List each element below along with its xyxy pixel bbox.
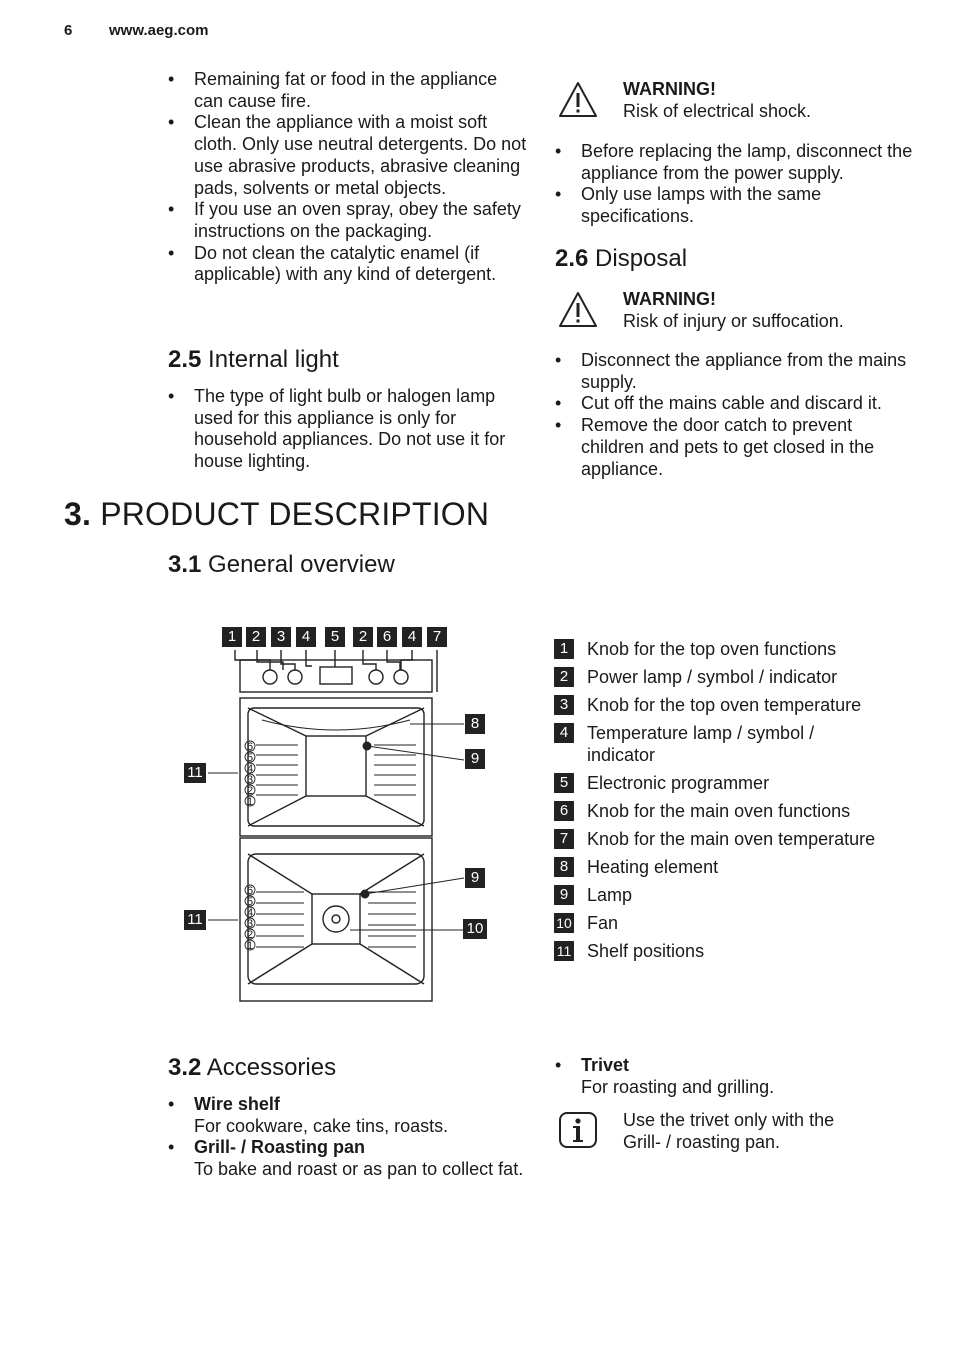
shelf-number: 4: [246, 763, 254, 775]
section-2-5-list: [168, 386, 524, 473]
section-3-1-heading: 3.1 General overview: [168, 551, 395, 578]
shelf-number: 1: [246, 796, 254, 808]
legend-text: Temperature lamp / symbol / indicator: [587, 723, 815, 765]
shelf-number: 3: [246, 774, 254, 786]
legend-text: Power lamp / symbol / indicator: [587, 667, 838, 687]
oven-diagram: [180, 620, 500, 1010]
chapter-heading: 3. PRODUCT DESCRIPTION: [64, 496, 490, 532]
legend-text: Electronic programmer: [587, 773, 770, 793]
legend-text: Knob for the top oven functions: [587, 639, 837, 659]
warning-text: Risk of electrical shock.: [623, 101, 812, 121]
list-item: • Do not clean the catalytic enamel (if applicable) with any kind of detergent.: [168, 243, 528, 286]
right-bullet-list: [555, 141, 917, 228]
shelf-number: 2: [246, 785, 254, 797]
list-item: • Before replacing the lamp, disconnect the appliance from the power supply.: [555, 141, 917, 184]
legend-text: Knob for the top oven temperature: [587, 695, 862, 715]
list-item: • Remaining fat or food in the appliance can cause fire.: [168, 69, 528, 112]
accessory-name: Wire shelf: [194, 1094, 280, 1114]
legend-number: 1: [554, 639, 574, 659]
shelf-number: 2: [246, 929, 254, 941]
list-item: • Cut off the mains cable and discard it.: [555, 393, 917, 415]
site-url: www.aeg.com: [109, 22, 209, 39]
warning-triangle-icon: [557, 290, 599, 330]
list-item: • Only use lamps with the same specifications.: [555, 184, 917, 227]
list-item: • The type of light bulb or halogen lamp used for this appliance is only for household appliances. Do not use it for house lighting.: [168, 386, 524, 473]
list-item: [555, 1055, 917, 1098]
shelf-number: 1: [246, 940, 254, 952]
diagram-label: 2: [353, 627, 373, 647]
list-item: • Remove the door catch to prevent children and pets to get closed in the appliance.: [555, 415, 917, 480]
diagram-label: 2: [246, 627, 266, 647]
list-item: [168, 1094, 524, 1137]
legend-text: Fan: [587, 913, 619, 933]
accessories-list: [168, 1094, 524, 1181]
warning-text: Risk of injury or suffocation.: [623, 311, 844, 331]
diagram-label: 7: [427, 627, 447, 647]
legend-number: 4: [554, 723, 574, 743]
trivet-list: [555, 1055, 917, 1098]
legend-number: 8: [554, 857, 574, 877]
diagram-label: 5: [325, 627, 345, 647]
legend-text: Lamp: [587, 885, 633, 905]
diagram-label: 3: [271, 627, 291, 647]
list-item: • Disconnect the appliance from the mains supply.: [555, 350, 917, 393]
diagram-label: 9: [465, 749, 485, 769]
legend-text: Knob for the main oven temperature: [587, 829, 876, 849]
section-2-5-heading: 2.5 Internal light: [168, 346, 339, 373]
shelf-number: 3: [246, 918, 254, 930]
diagram-label: 8: [465, 714, 485, 734]
accessory-name: Trivet: [581, 1055, 630, 1075]
shelf-number: 5: [246, 896, 254, 908]
left-bullet-list: [168, 69, 528, 286]
legend-number: 11: [554, 941, 574, 961]
warning-title: WARNING!: [623, 289, 716, 309]
legend-number: 6: [554, 801, 574, 821]
accessory-desc: For roasting and grilling.: [581, 1076, 775, 1097]
legend-number: 10: [554, 913, 574, 933]
list-item: • Clean the appliance with a moist soft cloth. Only use neutral detergents. Do not use abrasive products, abrasive cleaning pads, solvents or metal objects.: [168, 112, 528, 199]
info-icon: [558, 1111, 598, 1149]
control-panel: [240, 660, 432, 692]
page-number: 6: [64, 22, 73, 39]
info-note: Use the trivet only with the Grill- / roasting pan.: [623, 1110, 835, 1152]
legend-text: Heating element: [587, 857, 719, 877]
legend-number: 2: [554, 667, 574, 687]
accessory-desc: To bake and roast or as pan to collect fat.: [194, 1159, 524, 1180]
legend-number: 5: [554, 773, 574, 793]
warning-title: WARNING!: [623, 79, 716, 99]
section-2-6-list: [555, 350, 917, 480]
warning-triangle-icon: [557, 80, 599, 120]
diagram-label: 11: [184, 910, 206, 930]
diagram-label: 10: [463, 919, 487, 939]
list-item: [168, 1137, 524, 1180]
lower-oven: [240, 838, 432, 1001]
shelf-number: 4: [246, 907, 254, 919]
diagram-label: 11: [184, 763, 206, 783]
diagram-label: 9: [465, 868, 485, 888]
accessory-desc: For cookware, cake tins, roasts.: [194, 1115, 449, 1136]
shelf-number: 5: [246, 752, 254, 764]
diagram-label: 1: [222, 627, 242, 647]
diagram-label: 4: [296, 627, 316, 647]
list-item: • If you use an oven spray, obey the safety instructions on the packaging.: [168, 199, 528, 242]
legend-text: Shelf positions: [587, 941, 705, 961]
diagram-label: 6: [377, 627, 397, 647]
diagram-label: 4: [402, 627, 422, 647]
section-2-6-heading: 2.6 Disposal: [555, 245, 688, 272]
legend-text: Knob for the main oven functions: [587, 801, 851, 821]
legend-number: 7: [554, 829, 574, 849]
accessory-name: Grill- / Roasting pan: [194, 1137, 366, 1158]
legend-number: 9: [554, 885, 574, 905]
section-3-2-heading: 3.2 Accessories: [168, 1054, 337, 1081]
shelf-number: 6: [246, 885, 254, 897]
shelf-number: 6: [246, 741, 254, 753]
legend-number: 3: [554, 695, 574, 715]
